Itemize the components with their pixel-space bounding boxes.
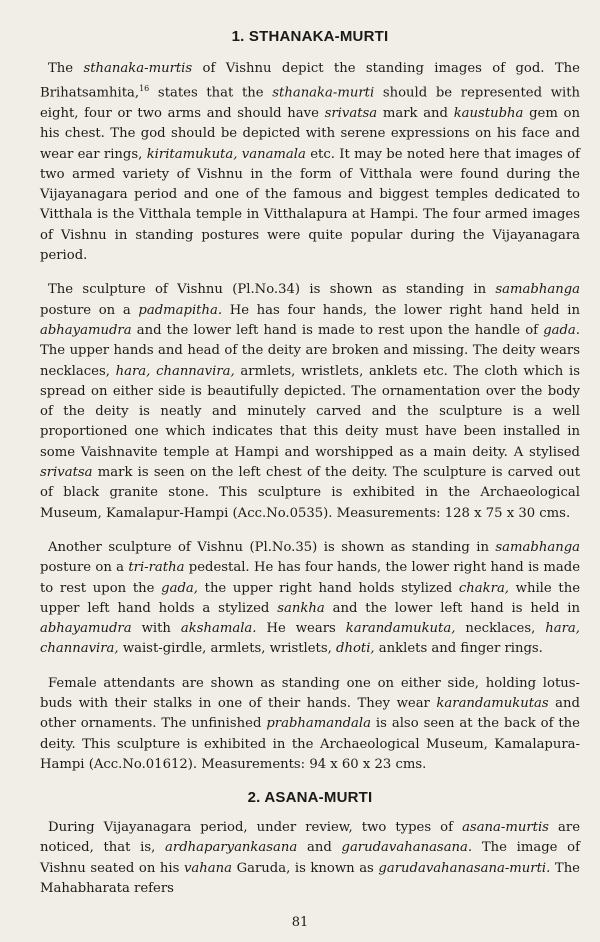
italic-term: gada. bbox=[543, 322, 580, 338]
text: and the lower left hand is held in bbox=[324, 600, 580, 616]
section-heading-asana-murti: 2. ASANA-MURTI bbox=[247, 789, 373, 807]
italic-term: hara, channavira, bbox=[115, 363, 235, 379]
italic-term: sthanaka-murtis bbox=[83, 61, 193, 76]
text: and the lower left hand is made to rest upon the handle of bbox=[131, 322, 544, 338]
text: The sculpture of Vishnu (Pl.No.34) is shown as standing in bbox=[48, 282, 496, 298]
paragraph-asana-intro bbox=[40, 818, 580, 899]
text: posture on a bbox=[40, 302, 139, 318]
italic-term: srivatsa bbox=[40, 465, 93, 481]
italic-term: dhoti, bbox=[336, 641, 375, 657]
italic-term: sthanaka-murti bbox=[272, 85, 375, 101]
italic-term: kaustubha bbox=[453, 105, 524, 121]
italic-term: karandamukutas bbox=[436, 696, 549, 711]
text: During Vijayanagara period, under review, two types of bbox=[48, 820, 463, 836]
text: mark and bbox=[377, 105, 454, 121]
italic-term: karandamukuta, bbox=[345, 621, 456, 637]
paragraph-female-attendants bbox=[40, 674, 580, 775]
italic-term: tri-ratha bbox=[128, 560, 185, 576]
text: necklaces, bbox=[455, 621, 546, 637]
text: The upper hands and head of the deity are broken and missing. The deity wears necklaces, bbox=[40, 343, 580, 379]
text: are noticed, that is, bbox=[40, 820, 580, 856]
italic-term: ardhaparyankasana bbox=[165, 840, 298, 856]
text: should be represented with eight, four or two arms and should have bbox=[40, 85, 580, 121]
text: and other ornaments. The unfinished bbox=[40, 696, 580, 732]
text: The bbox=[48, 61, 84, 76]
text: pedestal. He has four hands, the lower right hand is made to rest upon the bbox=[40, 560, 580, 596]
paragraph-sthanaka-intro bbox=[40, 59, 580, 266]
text: mark is seen on the left chest of the deity. The sculpture is carved out of black granite stone. This sculpture is exhibited in the Archaeological Museum, Kamalapur-Hampi (Acc.No.0535). Measurements: 128 x 75 x 30 cms. bbox=[40, 465, 580, 521]
text: Another sculpture of Vishnu (Pl.No.35) is shown as standing in bbox=[48, 539, 496, 555]
text: He wears bbox=[256, 621, 346, 637]
text: while the upper left hand holds a stylized bbox=[40, 580, 580, 616]
italic-term: samabhanga bbox=[495, 539, 580, 555]
text: posture on a bbox=[40, 560, 129, 576]
footnote-ref: 16 bbox=[139, 84, 150, 94]
text: Garuda, is known as bbox=[232, 860, 379, 876]
italic-term: hara, channavira, bbox=[40, 621, 580, 657]
italic-term: srivatsa bbox=[324, 105, 378, 121]
text: gem on his chest. The god should be depicted with serene expressions on his face and wear ear rings, bbox=[40, 105, 580, 162]
text: Female attendants are shown as standing one on either side, holding lotus-buds with their stalks in one of their hands. They wear bbox=[40, 675, 580, 711]
italic-term: gada, bbox=[161, 580, 198, 596]
italic-term: kiritamukuta, vanamala bbox=[146, 146, 306, 162]
text: the upper right hand holds stylized bbox=[197, 580, 459, 596]
italic-term: sankha bbox=[277, 600, 325, 616]
text: is also seen at the back of the deity. This sculpture is exhibited in the Archaeological Museum, Kamalapura-Hampi (Acc.No.01612). Measurements: 94 x 60 x 23 cms. bbox=[40, 716, 580, 772]
text: armlets, wristlets, anklets etc. The cloth which is spread on either side is beautifully depicted. The ornamentation over the body of the deity is neatly and minutely carved and the sculpture is a well proportioned one which indicates that this deity must have been installed in some Vaishnavite temple at Hampi and worshipped as a main deity. A stylised bbox=[40, 363, 580, 460]
text: etc. It may be noted here that images of two armed variety of Vishnu in the form of Vitthala were found during the Vijayanagara period and one of the famous and biggest temples dedicated to Vitthala is the Vitthala temple in Vitthalapura at Hampi. The four armed images of Vishnu in standing postures were quite popular during the Vijayanagara period. bbox=[40, 146, 580, 264]
italic-term: vahana bbox=[183, 860, 232, 876]
section-heading-sthanaka-murti: 1. STHANAKA-MURTI bbox=[231, 28, 389, 45]
text: states that the bbox=[149, 85, 273, 101]
italic-term: chakra, bbox=[458, 580, 509, 596]
italic-term: prabhamandala bbox=[266, 716, 371, 732]
italic-term: garudavahanasana-murti. bbox=[378, 860, 551, 876]
paragraph-vishnu-pl34 bbox=[40, 280, 580, 524]
text: The Mahabharata refers bbox=[40, 860, 580, 897]
italic-term: abhayamudra bbox=[40, 322, 132, 338]
italic-term: garudavahanasana. bbox=[341, 840, 473, 856]
page-number: 81 bbox=[291, 915, 309, 930]
italic-term: samabhanga bbox=[495, 282, 580, 298]
text: with bbox=[131, 621, 181, 637]
italic-term: padmapitha. bbox=[138, 302, 223, 318]
text: anklets and finger rings. bbox=[374, 641, 543, 657]
text: He has four hands, the lower right hand held in bbox=[222, 302, 580, 318]
italic-term: abhayamudra bbox=[40, 621, 132, 637]
text: of Vishnu depict the standing images of god. The Brihatsamhita, bbox=[40, 61, 580, 101]
italic-term: akshamala. bbox=[180, 621, 257, 637]
text: and bbox=[297, 840, 342, 856]
italic-term: asana-murtis bbox=[462, 820, 549, 836]
paragraph-vishnu-pl35 bbox=[40, 538, 580, 660]
text: The image of Vishnu seated on his bbox=[40, 840, 580, 876]
text: waist-girdle, armlets, wristlets, bbox=[118, 641, 337, 657]
